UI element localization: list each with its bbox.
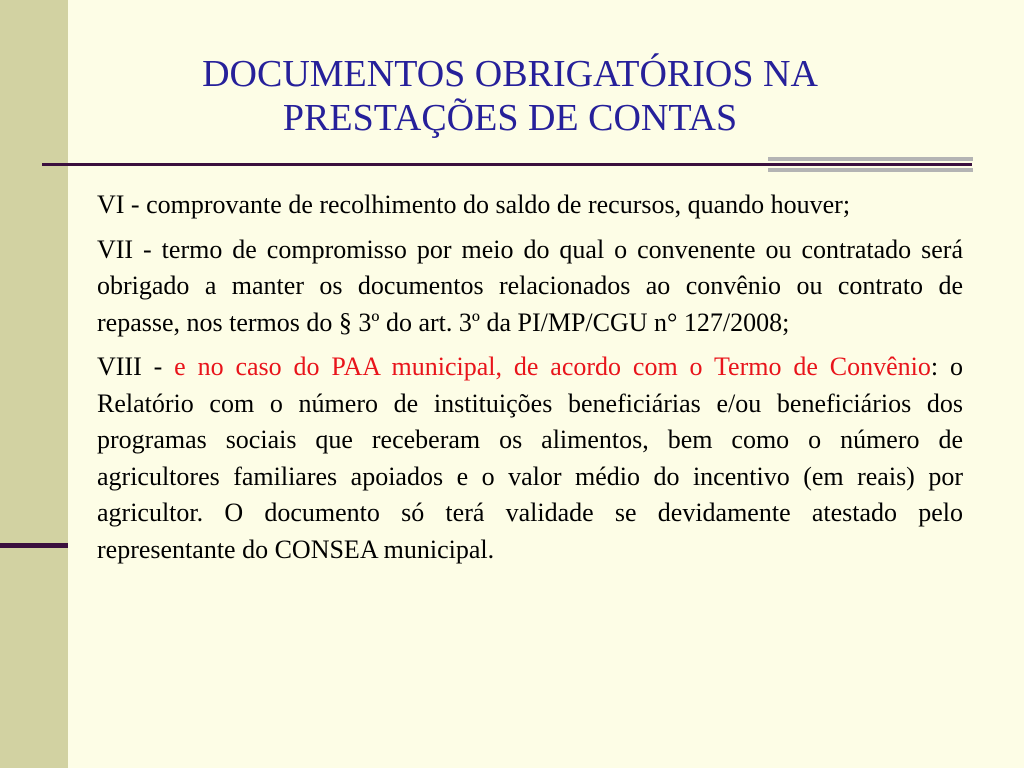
slide-title-line-2: PRESTAÇÕES DE CONTAS bbox=[282, 97, 738, 139]
title-accent-bar-upper bbox=[768, 157, 973, 161]
left-decorative-band bbox=[0, 0, 68, 768]
title-divider-rule bbox=[42, 163, 972, 166]
body-item-vi: VI - comprovante de recolhimento do saldo de recursos, quando houver; bbox=[97, 190, 851, 219]
slide-body bbox=[97, 187, 963, 576]
slide-title-line-1: DOCUMENTOS OBRIGATÓRIOS NA bbox=[202, 53, 818, 95]
left-band-accent-line bbox=[0, 543, 68, 548]
body-item-vii: VII - termo de compromisso por meio do qual o convenente ou contratado será obrigado a manter os documentos relacionados ao convênio ou contrato de repasse, nos termos do § 3º do art. 3º da PI/MP/CGU n° 127/2008; bbox=[97, 234, 963, 337]
body-item-viii-highlight: e no caso do PAA municipal, de acordo com o Termo de Convênio bbox=[174, 352, 931, 381]
slide-title bbox=[140, 52, 880, 140]
body-item-viii-rest: : o Relatório com o número de instituições beneficiárias e/ou beneficiários dos programas sociais que receberam os alimentos, bem como o número de agricultores familiares apoiados e o valor médio do incentivo (em reais) por agricultor. O documento só terá validade se devidamente atestado pelo representante do CONSEA municipal. bbox=[97, 352, 963, 564]
title-accent-bar-lower bbox=[768, 168, 973, 172]
body-item-viii-prefix: VIII - bbox=[97, 352, 175, 381]
body-item-viii bbox=[97, 349, 963, 568]
